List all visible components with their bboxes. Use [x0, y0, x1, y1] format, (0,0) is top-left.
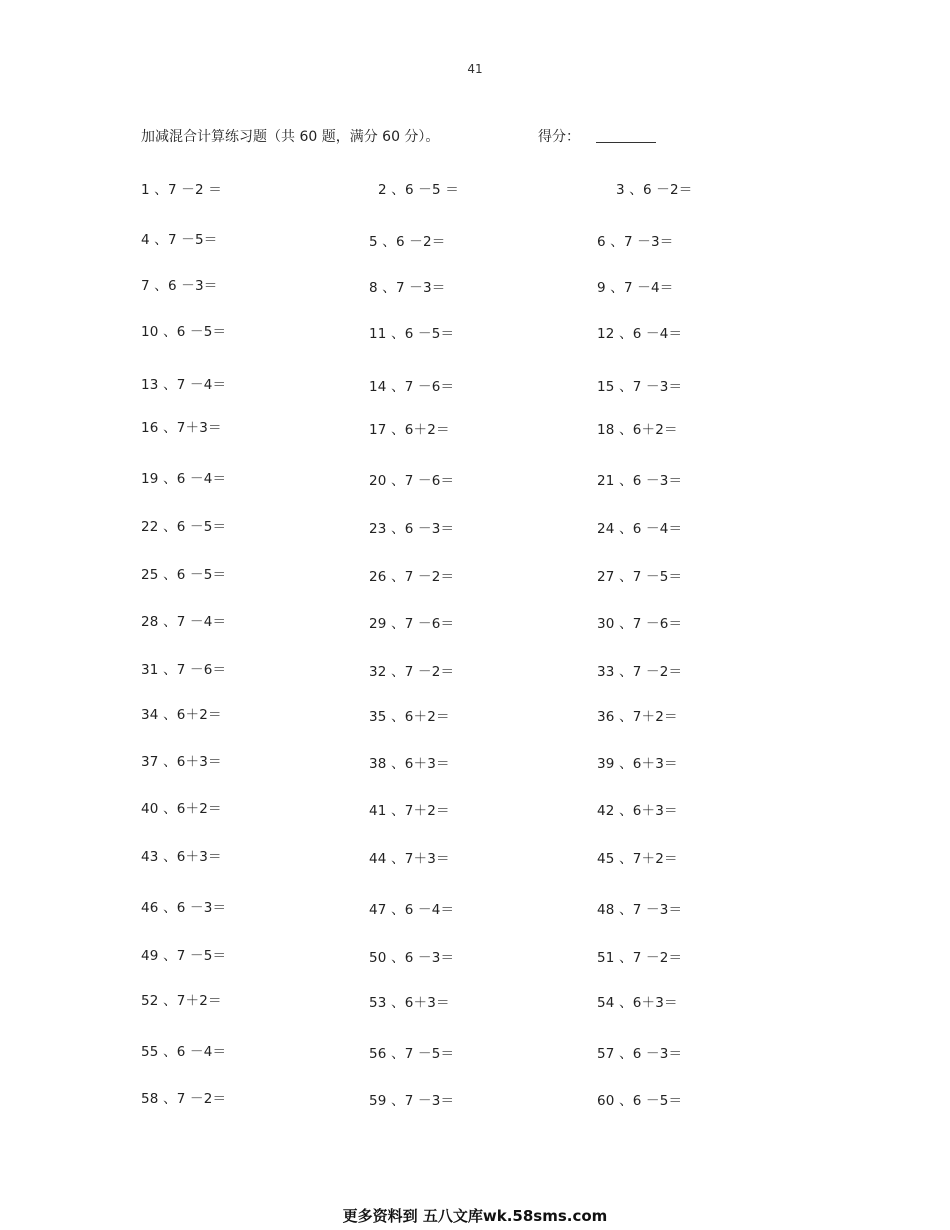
- problem-31: 31 、7 －6＝: [141, 662, 227, 678]
- problem-27: 27 、7 －5＝: [597, 569, 683, 585]
- problem-29: 29 、7 －6＝: [369, 616, 455, 632]
- problem-43: 43 、6＋3＝: [141, 849, 222, 865]
- problem-55: 55 、6 －4＝: [141, 1044, 227, 1060]
- problem-41: 41 、7＋2＝: [369, 803, 450, 819]
- problem-3: 3 、6 －2＝: [616, 182, 693, 198]
- problem-8: 8 、7 －3＝: [369, 280, 446, 296]
- problem-33: 33 、7 －2＝: [597, 664, 683, 680]
- problem-5: 5 、6 －2＝: [369, 234, 446, 250]
- problem-6: 6 、7 －3＝: [597, 234, 674, 250]
- problem-9: 9 、7 －4＝: [597, 280, 674, 296]
- problem-50: 50 、6 －3＝: [369, 950, 455, 966]
- problem-24: 24 、6 －4＝: [597, 521, 683, 537]
- problem-46: 46 、6 －3＝: [141, 900, 227, 916]
- problem-45: 45 、7＋2＝: [597, 851, 678, 867]
- problem-59: 59 、7 －3＝: [369, 1093, 455, 1109]
- problem-34: 34 、6＋2＝: [141, 707, 222, 723]
- problem-37: 37 、6＋3＝: [141, 754, 222, 770]
- problem-48: 48 、7 －3＝: [597, 902, 683, 918]
- problem-7: 7 、6 －3＝: [141, 278, 218, 294]
- problem-16: 16 、7＋3＝: [141, 420, 222, 436]
- problem-60: 60 、6 －5＝: [597, 1093, 683, 1109]
- problem-54: 54 、6＋3＝: [597, 995, 678, 1011]
- problem-57: 57 、6 －3＝: [597, 1046, 683, 1062]
- problem-47: 47 、6 －4＝: [369, 902, 455, 918]
- problem-25: 25 、6 －5＝: [141, 567, 227, 583]
- problem-11: 11 、6 －5＝: [369, 326, 455, 342]
- problem-53: 53 、6＋3＝: [369, 995, 450, 1011]
- problem-49: 49 、7 －5＝: [141, 948, 227, 964]
- problem-21: 21 、6 －3＝: [597, 473, 683, 489]
- problem-28: 28 、7 －4＝: [141, 614, 227, 630]
- problem-19: 19 、6 －4＝: [141, 471, 227, 487]
- problem-35: 35 、6＋2＝: [369, 709, 450, 725]
- problem-12: 12 、6 －4＝: [597, 326, 683, 342]
- problem-15: 15 、7 －3＝: [597, 379, 683, 395]
- problem-30: 30 、7 －6＝: [597, 616, 683, 632]
- problem-1: 1 、7 －2 ＝: [141, 182, 222, 198]
- problem-10: 10 、6 －5＝: [141, 324, 227, 340]
- problem-51: 51 、7 －2＝: [597, 950, 683, 966]
- footer-watermark: 更多资料到 五八文库wk.58sms.com: [342, 1207, 608, 1225]
- score-label: 得分：: [538, 129, 580, 145]
- problem-58: 58 、7 －2＝: [141, 1091, 227, 1107]
- problem-4: 4 、7 －5＝: [141, 232, 218, 248]
- problem-36: 36 、7＋2＝: [597, 709, 678, 725]
- problem-52: 52 、7＋2＝: [141, 993, 222, 1009]
- problem-14: 14 、7 －6＝: [369, 379, 455, 395]
- page-number: 41: [467, 62, 483, 76]
- problem-13: 13 、7 －4＝: [141, 377, 227, 393]
- problem-22: 22 、6 －5＝: [141, 519, 227, 535]
- problem-17: 17 、6＋2＝: [369, 422, 450, 438]
- problem-56: 56 、7 －5＝: [369, 1046, 455, 1062]
- problem-44: 44 、7＋3＝: [369, 851, 450, 867]
- worksheet-title: 加减混合计算练习题（共 60 题，满分 60 分）。: [141, 129, 440, 145]
- problem-18: 18 、6＋2＝: [597, 422, 678, 438]
- problem-26: 26 、7 －2＝: [369, 569, 455, 585]
- problem-42: 42 、6＋3＝: [597, 803, 678, 819]
- problem-2: 2 、6 －5 ＝: [378, 182, 459, 198]
- problem-23: 23 、6 －3＝: [369, 521, 455, 537]
- problem-38: 38 、6＋3＝: [369, 756, 450, 772]
- problem-40: 40 、6＋2＝: [141, 801, 222, 817]
- problem-39: 39 、6＋3＝: [597, 756, 678, 772]
- problem-20: 20 、7 －6＝: [369, 473, 455, 489]
- problem-32: 32 、7 －2＝: [369, 664, 455, 680]
